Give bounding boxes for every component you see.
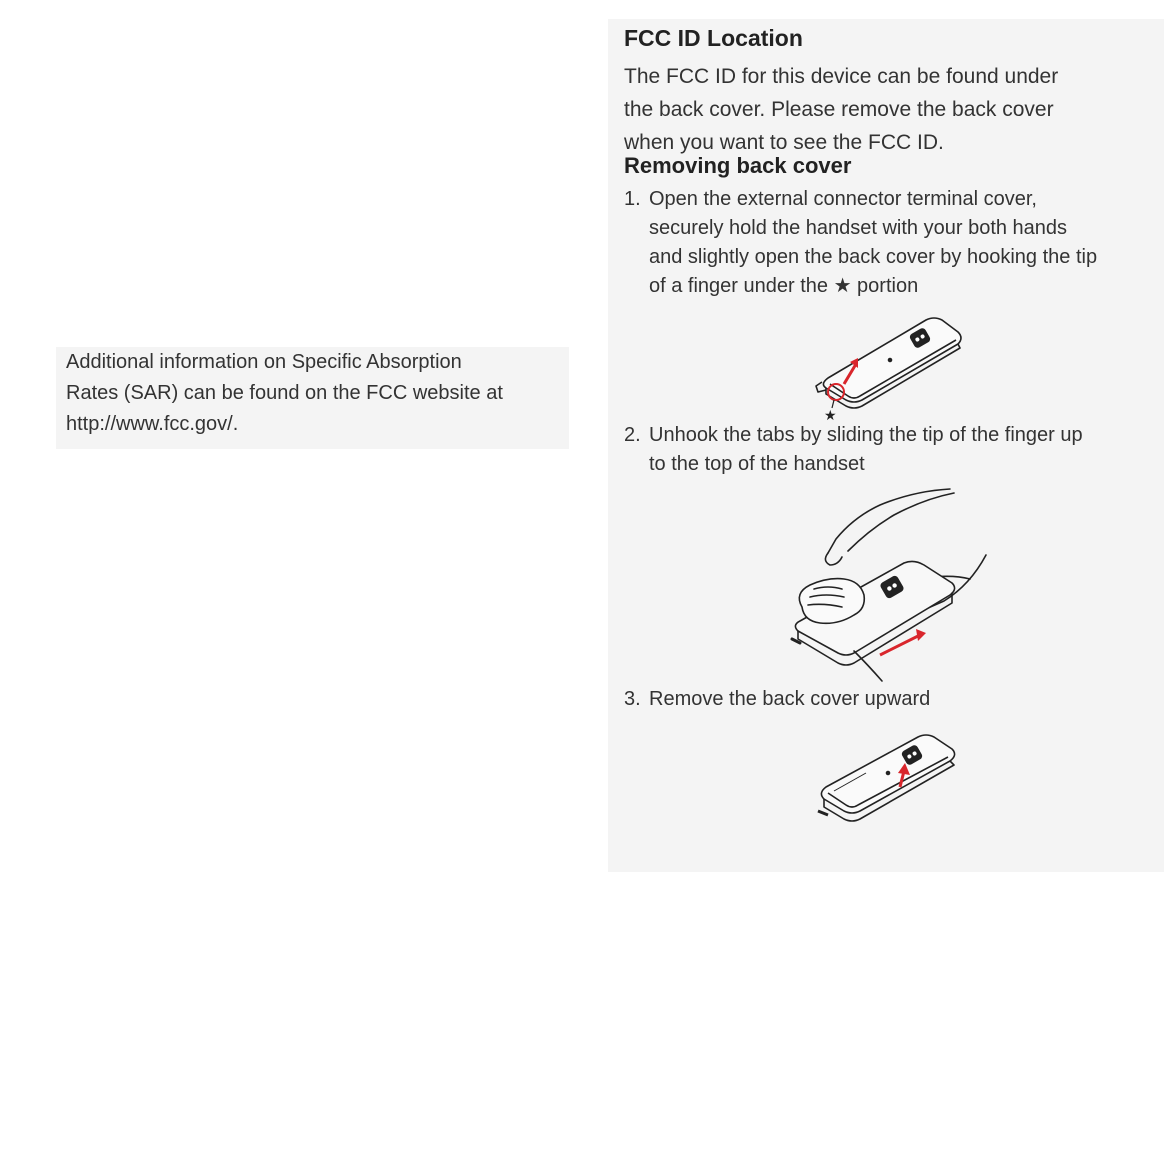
fcc-paragraph-line: The FCC ID for this device can be found under xyxy=(624,65,1059,88)
fcc-paragraph-line: the back cover. Please remove the back cover xyxy=(624,98,1054,121)
step-line: to the top of the handset xyxy=(649,453,865,475)
sar-info-box xyxy=(56,347,569,449)
phone-remove-cover-illustration xyxy=(808,731,968,831)
sar-line-1: Additional information on Specific Absorption xyxy=(66,351,462,373)
sar-line-3: http://www.fcc.gov/. xyxy=(66,413,239,435)
fcc-title: FCC ID Location xyxy=(624,25,803,51)
fcc-id-panel xyxy=(608,19,1164,872)
hands-sliding-cover-illustration xyxy=(784,485,994,685)
step-line: Remove the back cover upward xyxy=(649,688,931,710)
step-number: 1. xyxy=(624,188,641,210)
phone-open-cover-illustration xyxy=(808,312,978,422)
sar-line-2: Rates (SAR) can be found on the FCC website at xyxy=(66,382,503,404)
step-2 xyxy=(624,421,1083,479)
step-number: 2. xyxy=(624,424,641,446)
step-number: 3. xyxy=(624,688,641,710)
step-line: of a finger under the ★ portion xyxy=(649,275,919,297)
star-marker: ★ xyxy=(824,408,837,422)
step-3 xyxy=(624,685,930,714)
step-line: Unhook the tabs by sliding the tip of the finger up xyxy=(649,424,1083,446)
step-1 xyxy=(624,185,1097,301)
step-line: securely hold the handset with your both hands xyxy=(649,217,1068,239)
fcc-paragraph xyxy=(624,60,1058,159)
step-line: and slightly open the back cover by hooking the tip xyxy=(649,246,1098,268)
step-line: Open the external connector terminal cover, xyxy=(649,188,1037,210)
fcc-paragraph-line: when you want to see the FCC ID. xyxy=(624,131,944,154)
removing-cover-subtitle: Removing back cover xyxy=(624,153,852,178)
